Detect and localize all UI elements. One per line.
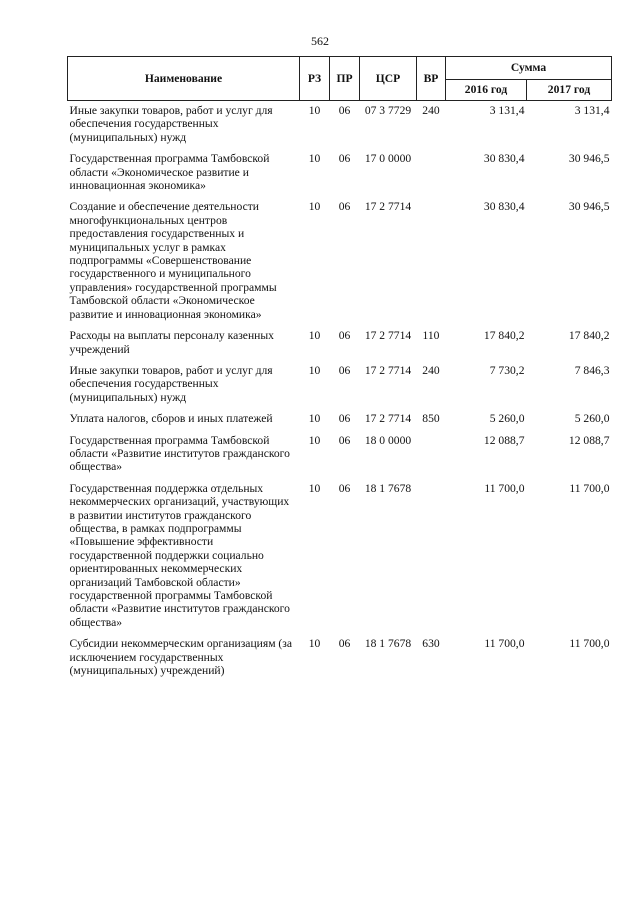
cell-name: Уплата налогов, сборов и иных платежей [69, 412, 273, 426]
cell-vr: 240 [422, 104, 440, 117]
cell-name: Расходы на выплаты персоналу казенных учреждений [69, 329, 274, 356]
cell-pr: 06 [338, 433, 351, 447]
cell-pr: 06 [338, 104, 351, 117]
table-row [68, 326, 612, 361]
cell-sum-2017: 30 946,5 [568, 200, 610, 214]
header-sum: Сумма [446, 57, 612, 80]
cell-sum-2017: 17 840,2 [568, 329, 610, 343]
cell-sum-2016: 12 088,7 [483, 433, 525, 447]
cell-pr: 06 [338, 152, 351, 166]
cell-vr: 240 [422, 363, 440, 377]
cell-csr: 17 2 7714 [364, 200, 412, 214]
cell-vr [417, 197, 446, 326]
page-number: 562 [311, 34, 329, 48]
cell-csr: 18 0 0000 [364, 433, 412, 447]
cell-csr: 07 3 7729 [364, 104, 412, 117]
cell-name: Иные закупки товаров, работ и услуг для обеспечения государственных (муниципальных) нужд [69, 363, 273, 404]
cell-sum-2016: 11 700,0 [484, 637, 525, 651]
cell-csr: 17 2 7714 [364, 363, 412, 377]
header-vr: ВР [417, 57, 446, 101]
table-row [68, 101, 612, 150]
table-row [68, 479, 612, 634]
cell-name: Иные закупки товаров, работ и услуг для обеспечения государственных (муниципальных) нужд [69, 104, 273, 144]
cell-rz: 10 [308, 329, 321, 343]
cell-csr: 18 1 7678 [364, 481, 412, 495]
cell-sum-2017: 11 700,0 [569, 481, 610, 495]
cell-vr [417, 479, 446, 634]
header-csr: ЦСР [360, 57, 417, 101]
cell-vr: 850 [422, 412, 440, 426]
cell-pr: 06 [338, 363, 351, 377]
table-body [68, 101, 612, 683]
cell-rz: 10 [308, 152, 321, 166]
cell-sum-2017: 11 700,0 [569, 637, 610, 651]
cell-rz: 10 [308, 433, 321, 447]
cell-name: Субсидии некоммерческим организациям (за исключением государственных (муниципальных) учреждений) [69, 637, 293, 678]
cell-sum-2017: 5 260,0 [574, 412, 610, 426]
cell-rz: 10 [308, 412, 321, 426]
cell-sum-2016: 30 830,4 [483, 152, 525, 166]
cell-pr: 06 [338, 412, 351, 426]
cell-rz: 10 [308, 200, 321, 214]
cell-sum-2016: 5 260,0 [489, 412, 525, 426]
table-row [68, 149, 612, 197]
cell-name: Государственная поддержка отдельных некоммерческих организаций, участвующих в развитии институтов гражданского общества, в рамках подпрограммы «Повышение эффективности государственной поддержки социально ориентированных некоммерческих организаций Тамбовской области» государственной программы Тамбовской области «Развитие институтов гражданского общества» [69, 481, 290, 629]
cell-rz: 10 [308, 104, 321, 117]
cell-pr: 06 [338, 637, 351, 651]
cell-rz: 10 [308, 481, 321, 495]
table-row [68, 634, 612, 682]
cell-vr: 630 [422, 637, 440, 651]
cell-vr: 110 [422, 329, 440, 343]
header-year-2017: 2017 год [527, 80, 612, 101]
cell-csr: 17 2 7714 [364, 412, 412, 426]
cell-sum-2016: 3 131,4 [489, 104, 525, 117]
cell-rz: 10 [308, 363, 321, 377]
cell-pr: 06 [338, 329, 351, 343]
cell-name: Государственная программа Тамбовской области «Экономическое развитие и инновационная экономика» [69, 152, 270, 193]
cell-sum-2017: 12 088,7 [568, 433, 610, 447]
cell-name: Создание и обеспечение деятельности многофункциональных центров предоставления государственных и муниципальных услуг в рамках подпрограммы «Совершенствование государственного и муниципального управления» государственной программы Тамбовской области «Экономическое развитие и инновационная экономика» [69, 200, 277, 321]
table-row [68, 431, 612, 479]
cell-csr: 18 1 7678 [364, 637, 412, 651]
cell-sum-2017: 7 846,3 [574, 363, 610, 377]
header-pr: ПР [330, 57, 360, 101]
cell-sum-2016: 7 730,2 [489, 363, 525, 377]
cell-csr: 17 0 0000 [364, 152, 412, 166]
cell-sum-2016: 30 830,4 [483, 200, 525, 214]
table-row [68, 197, 612, 326]
cell-sum-2016: 17 840,2 [483, 329, 525, 343]
table-row [68, 409, 612, 430]
table-row [68, 361, 612, 409]
header-name: Наименование [68, 57, 300, 101]
header-year-2016: 2016 год [446, 80, 527, 101]
budget-table [67, 56, 612, 682]
cell-vr [417, 431, 446, 479]
cell-pr: 06 [338, 200, 351, 214]
cell-pr: 06 [338, 481, 351, 495]
cell-name: Государственная программа Тамбовской области «Развитие институтов гражданского общества» [69, 433, 290, 474]
cell-sum-2017: 30 946,5 [568, 152, 610, 166]
cell-csr: 17 2 7714 [364, 329, 412, 343]
cell-sum-2016: 11 700,0 [484, 481, 525, 495]
header-rz: РЗ [300, 57, 330, 101]
cell-vr [417, 149, 446, 197]
cell-sum-2017: 3 131,4 [574, 104, 610, 117]
table-header [68, 57, 612, 101]
cell-rz: 10 [308, 637, 321, 651]
